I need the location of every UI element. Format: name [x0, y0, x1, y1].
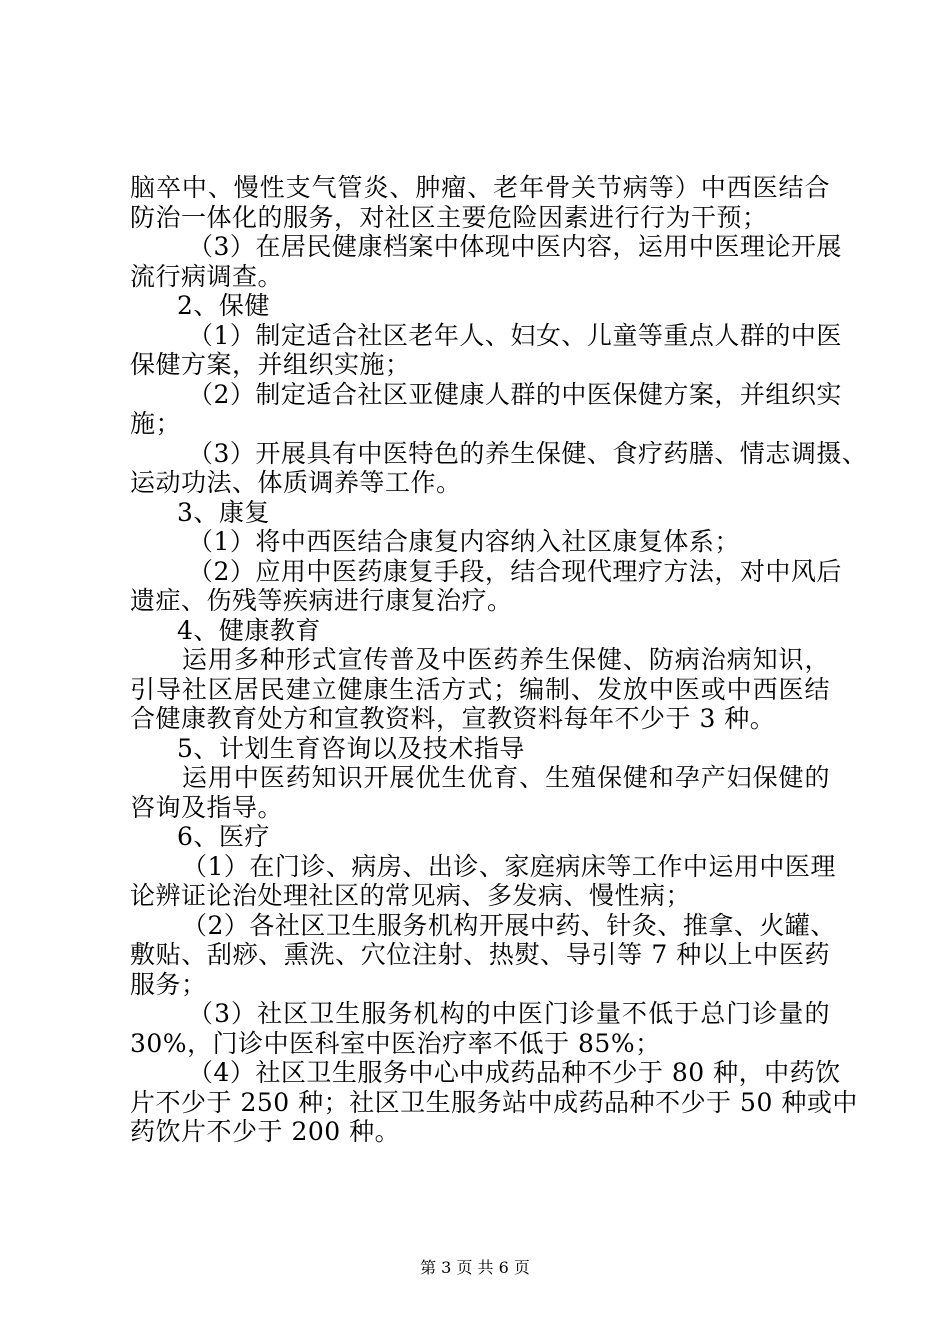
text-line: （1）在门诊、病房、出诊、家庭病床等工作中运用中医理	[182, 851, 836, 881]
page-number: 第 3 页 共 6 页	[420, 1258, 530, 1277]
text-line: （4）社区卫生服务中心中成药品种不少于 80 种，中药饮	[188, 1058, 841, 1087]
text-line: 咨询及指导。	[130, 792, 284, 822]
section-heading: 6、医疗	[177, 822, 270, 851]
text-line: 片不少于 250 种；社区卫生服务站中成药品种不少于 50 种或中	[130, 1087, 858, 1117]
text-line: 施；	[130, 409, 182, 438]
section-heading: 4、健康教育	[177, 615, 321, 645]
text-line: （2）各社区卫生服务机构开展中药、针灸、推拿、火罐、	[182, 910, 836, 940]
text-line: （3）社区卫生服务机构的中医门诊量不低于总门诊量的	[188, 999, 830, 1028]
section-heading: 5、计划生育咨询以及技术指导	[177, 733, 525, 763]
text-line: 运用多种形式宣传普及中医药养生保健、防病治病知识，	[182, 645, 830, 674]
text-line: 论辨证论治处理社区的常见病、多发病、慢性病；	[130, 881, 692, 910]
text-line: （1）将中西医结合康复内容纳入社区康复体系；	[188, 527, 740, 556]
text-line: （1）制定适合社区老年人、妇女、儿童等重点人群的中医	[188, 320, 842, 350]
text-line: 脑卒中、慢性支气管炎、肿瘤、老年骨关节病等）中西医结合	[130, 173, 830, 202]
text-line: （2）制定适合社区亚健康人群的中医保健方案，并组织实	[188, 379, 842, 409]
text-line: 流行病调查。	[130, 261, 284, 291]
text-line: （2）应用中医药康复手段，结合现代理疗方法，对中风后	[188, 556, 842, 586]
text-line: 运用中医药知识开展优生优育、生殖保健和孕产妇保健的	[182, 763, 830, 792]
text-line: （3）开展具有中医特色的养生保健、食疗药膳、情志调摄、	[188, 438, 868, 468]
text-line: 药饮片不少于 200 种。	[130, 1117, 401, 1146]
section-heading: 2、保健	[177, 291, 270, 320]
page-footer	[0, 1258, 950, 1278]
section-heading: 3、康复	[177, 497, 270, 527]
text-line: 引导社区居民建立健康生活方式；编制、发放中医或中西医结	[130, 674, 830, 704]
text-line: 合健康教育处方和宣教资料，宣教资料每年不少于 3 种。	[130, 704, 776, 733]
text-line: 遗症、伤残等疾病进行康复治疗。	[130, 586, 513, 615]
text-line: 运动功法、体质调养等工作。	[130, 468, 462, 497]
text-line: 服务；	[130, 969, 207, 999]
document-body	[130, 173, 868, 1147]
text-line: 30%，门诊中医科室中医治疗率不低于 85%；	[130, 1028, 661, 1058]
text-line: 敷贴、刮痧、熏洗、穴位注射、热熨、导引等 7 种以上中医药	[130, 940, 830, 969]
text-line: （3）在居民健康档案中体现中医内容，运用中医理论开展	[188, 232, 842, 261]
text-line: 保健方案，并组织实施；	[130, 350, 411, 379]
text-line: 防治一体化的服务，对社区主要危险因素进行行为干预；	[130, 202, 768, 232]
